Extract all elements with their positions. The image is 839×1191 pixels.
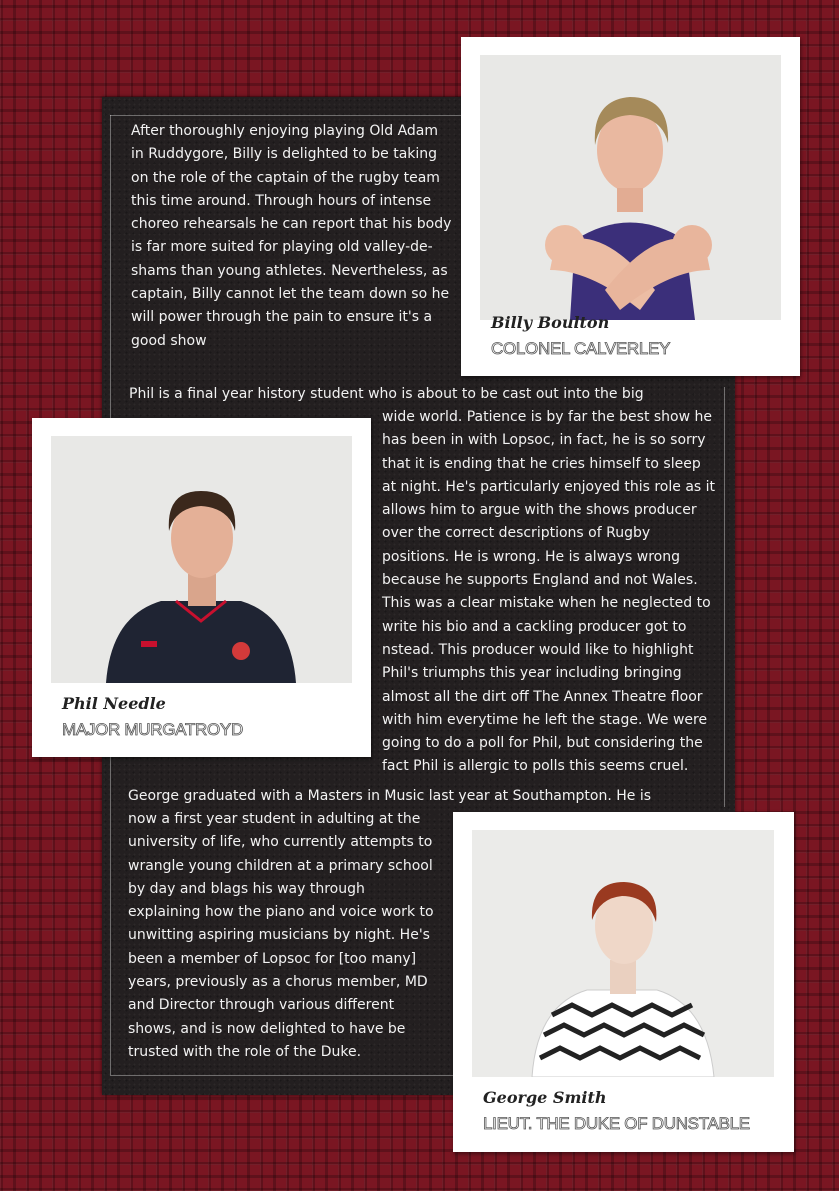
photo-phil-needle <box>51 436 352 683</box>
chalk-border-top <box>110 115 467 116</box>
chalk-border-right <box>724 387 725 807</box>
polaroid-billy <box>461 37 800 376</box>
bio-text-phil-top: Phil is a final year history student who is about to be cast out into the big <box>129 386 644 402</box>
polaroid-phil <box>32 418 371 757</box>
bio-text-billy: After thoroughly enjoying playing Old Adam in Ruddygore, Billy is delighted to be taking on the role of the captain of the rugby team this time around. Through hours of intense choreo rehearsals he can report that his body is far more suited for playing old valley-de-shams than young athletes. Nevertheless, as captain, Billy cannot let the team down so he will power through the pain to ensure it's a good show <box>131 123 452 349</box>
photo-billy-boulton <box>480 55 781 320</box>
bio-text-george-top: George graduated with a Masters in Music last year at Southampton. He is <box>128 788 652 804</box>
name-phil: Phil Needle <box>62 694 166 713</box>
polaroid-george <box>453 812 794 1152</box>
photo-george-smith <box>472 830 774 1077</box>
chalk-border-bottom <box>110 1075 460 1076</box>
role-billy: COLONEL CALVERLEY <box>491 339 671 358</box>
role-phil: MAJOR MURGATROYD <box>62 720 243 739</box>
name-billy: Billy Boulton <box>491 313 610 332</box>
bio-text-george: now a first year student in adulting at the university of life, who currently attempts to wrangle young children at a primary school by day and blags his way through explaining how the piano and voice work to unwitting aspiring musicians by night. He's been a member of Lopsoc for [too many] years, previously as a chorus member, MD and Director through various different shows, and is now delighted to have be trusted with the role of the Duke. <box>128 811 434 1060</box>
name-george: George Smith <box>483 1088 607 1107</box>
role-george: LIEUT. THE DUKE OF DUNSTABLE <box>483 1114 750 1133</box>
bio-text-phil: wide world. Patience is by far the best show he has been in with Lopsoc, in fact, he is so sorry that it is ending that he cries himself to sleep at night. He's particularly enjoyed this role as it allows him to argue with the shows producer over the correct descriptions of Rugby positions. He is wrong. He is always wrong because he supports England and not Wales. This was a clear mistake when he neglected to write his bio and a cackling producer got to nstead. This producer would like to highlight Phil's triumphs this year including bringing almost all the dirt off The Annex Theatre floor with him everytime he left the stage. We were going to do a poll for Phil, but considering the fact Phil is allergic to polls this seems cruel. <box>382 409 716 775</box>
